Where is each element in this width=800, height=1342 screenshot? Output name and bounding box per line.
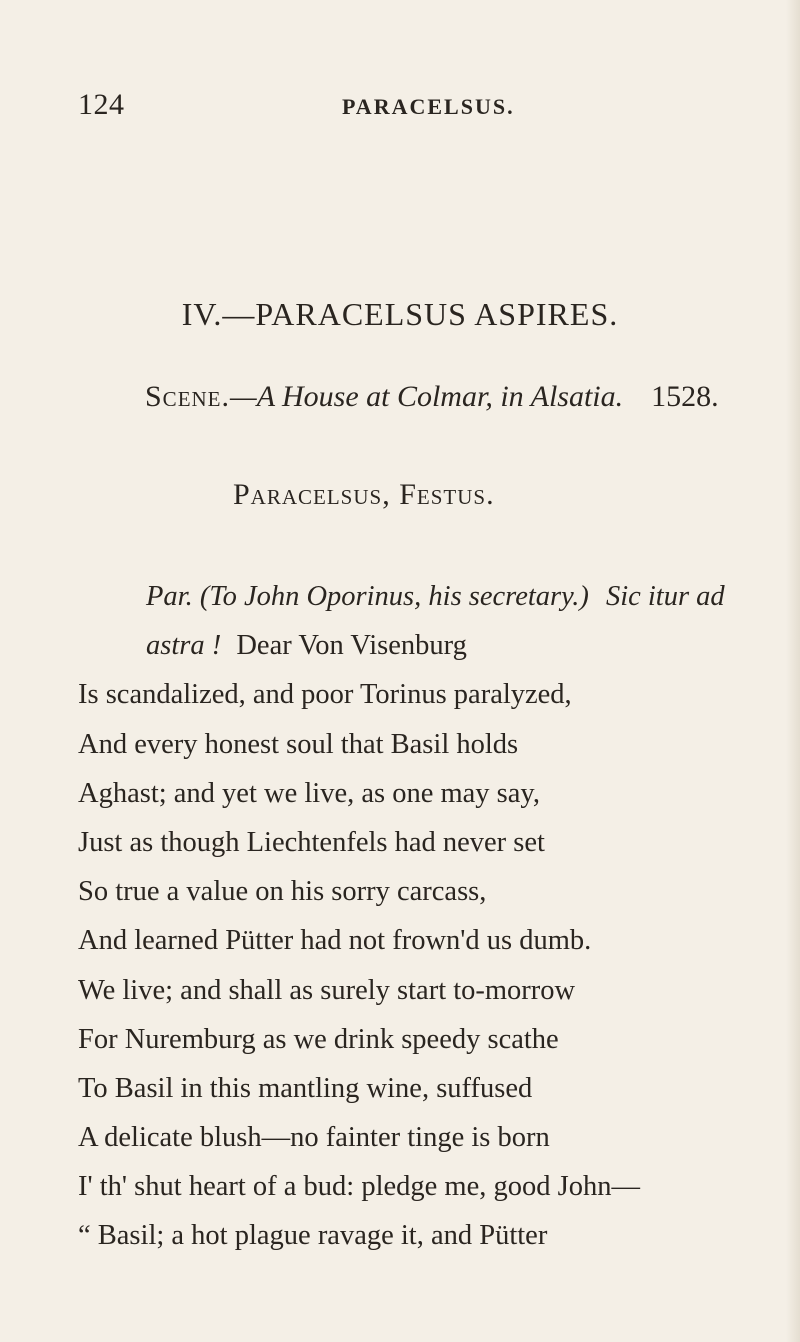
verse-line-speaker	[78, 572, 798, 621]
verse-line: Just as though Liechtenfels had never set	[78, 826, 545, 858]
scene-year: 1528.	[651, 380, 719, 413]
verse-line: “ Basil; a hot plague ravage it, and Pütter	[78, 1220, 548, 1252]
verse-line: A delicate blush—no fainter tinge is born	[78, 1122, 550, 1154]
running-head: PARACELSUS.	[342, 94, 515, 119]
verse-line-continuation	[78, 621, 798, 670]
dramatis-personae: Paracelsus, Festus.	[233, 478, 495, 511]
section-title	[0, 296, 800, 333]
scene-label: Scene.	[145, 380, 231, 413]
section-title-text: IV.—PARACELSUS ASPIRES.	[181, 296, 619, 332]
verse-line: To Basil in this mantling wine, suffused	[78, 1072, 533, 1104]
verse-line: So true a value on his sorry carcass,	[78, 876, 487, 908]
speaker-label: Par.	[146, 581, 193, 612]
verse-line-rest: Dear Von Visenburg	[236, 630, 467, 662]
verse-line: And every honest soul that Basil holds	[78, 728, 519, 760]
latin-phrase-end: astra !	[146, 630, 222, 662]
page-number: 124	[78, 88, 125, 121]
verse-line: And learned Pütter had not frown'd us dumb.	[78, 925, 592, 957]
verse-line: For Nuremburg as we drink speedy scathe	[78, 1023, 559, 1055]
verse-line: I' th' shut heart of a bud: pledge me, good John—	[78, 1171, 640, 1203]
verse-block	[78, 572, 798, 1261]
scene-heading	[145, 380, 719, 414]
stage-direction: (To John Oporinus, his secretary.)	[199, 581, 589, 612]
verse-line: We live; and shall as surely start to-morrow	[78, 974, 576, 1006]
verse-line: Aghast; and yet we live, as one may say,	[78, 777, 540, 809]
latin-phrase-start: Sic itur ad	[605, 581, 725, 612]
verse-line: Is scandalized, and poor Torinus paralyzed,	[78, 679, 572, 711]
scene-location: —A House at Colmar, in Alsatia.	[230, 380, 624, 413]
